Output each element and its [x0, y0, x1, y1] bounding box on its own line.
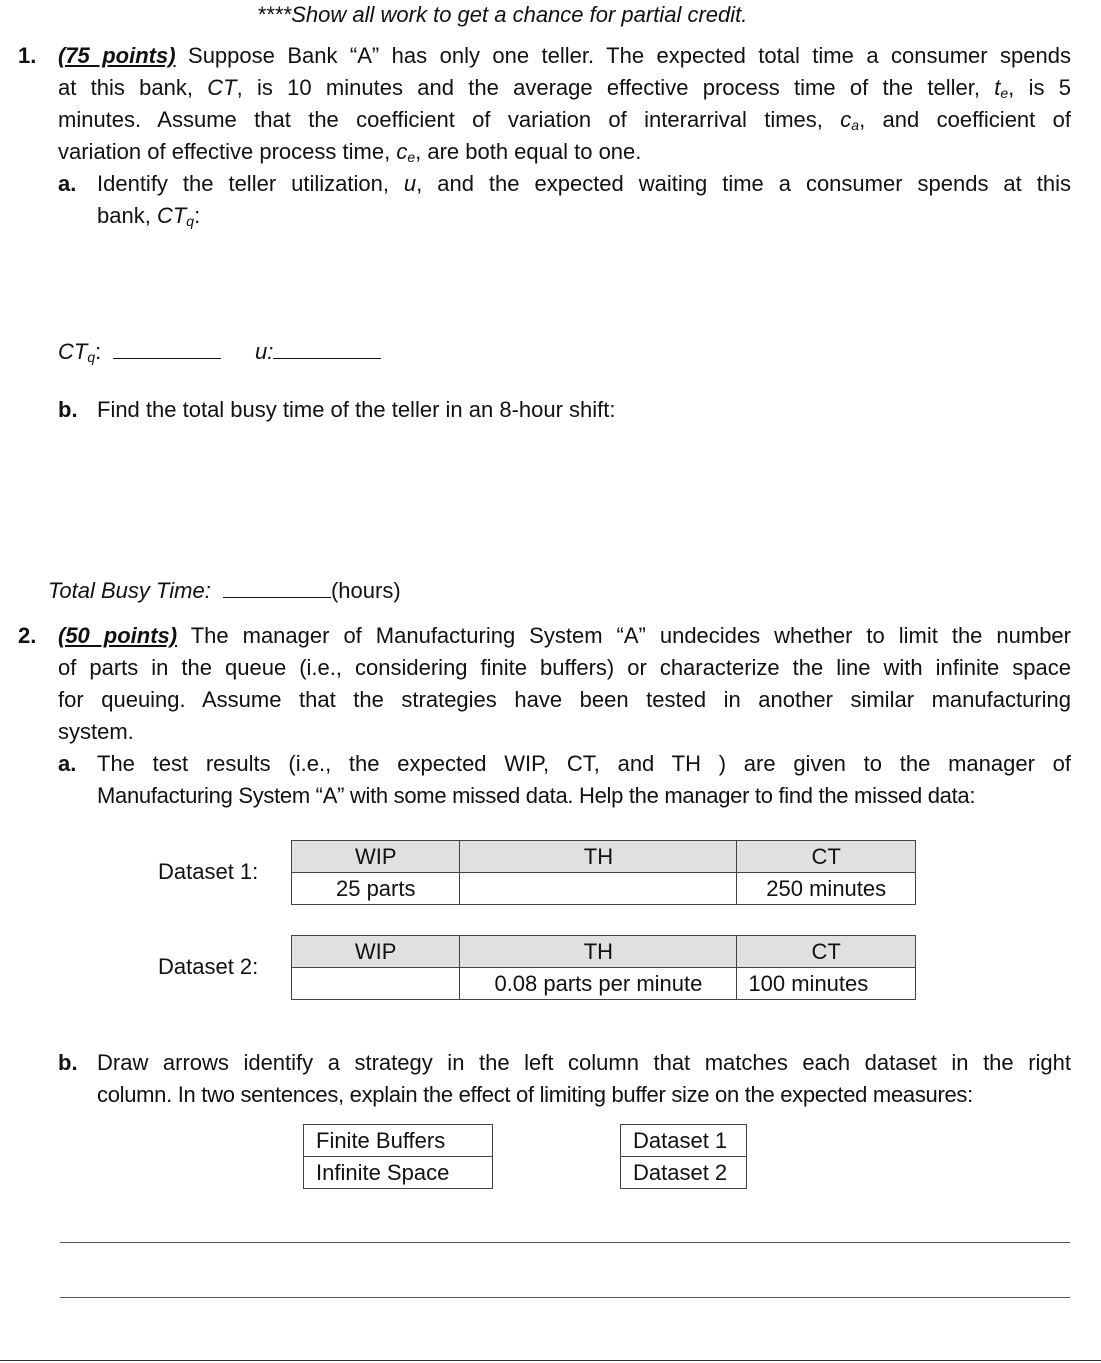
te-symbol: t: [994, 75, 1001, 100]
dataset-1-header-wip: WIP: [292, 841, 460, 873]
q1a-text-1b: , and the expected waiting time a consumer spends at this: [416, 171, 1071, 196]
q1-points: (75 points): [58, 43, 176, 68]
dataset-list: [620, 1124, 747, 1189]
dataset-name-2[interactable]: Dataset 2: [621, 1157, 747, 1189]
q1-text-4: variation of effective process time,: [58, 139, 397, 164]
q1-text-2: at this bank,: [58, 75, 208, 100]
ct-symbol: CT: [207, 75, 237, 100]
dataset-1-header-ct: CT: [737, 841, 916, 873]
q2-line-2: of parts in the queue (i.e., considering finite buffers) or characterize the line with infinite space: [58, 655, 1071, 680]
dataset-1-ct-cell[interactable]: 250 minutes: [737, 873, 916, 905]
question-2-number: 2.: [18, 623, 37, 648]
busy-time-unit: (hours): [330, 578, 401, 603]
ctq-answer-colon: :: [95, 339, 102, 364]
dataset-1-label: Dataset 1:: [158, 859, 259, 884]
q2b-line-2: column. In two sentences, explain the effect of limiting buffer size on the expected measures:: [97, 1082, 973, 1107]
strategy-list: [303, 1124, 493, 1189]
dataset-2-wip-cell[interactable]: [292, 968, 460, 1000]
u-symbol: u: [403, 171, 417, 196]
ca-subscript: a: [851, 117, 860, 133]
q2-part-b-letter: b.: [58, 1050, 78, 1075]
dataset-2-ct-cell[interactable]: 100 minutes: [737, 968, 916, 1000]
q2-points: (50 points): [58, 623, 178, 648]
dataset-1-table: [291, 840, 916, 905]
q1a-colon: :: [194, 203, 201, 228]
ctq-answer: [58, 336, 221, 373]
q1a-line-1: [97, 168, 1071, 200]
strategy-infinite-space[interactable]: Infinite Space: [304, 1157, 493, 1189]
q1a-line-2: [97, 200, 1071, 237]
q2b-line-1: Draw arrows identify a strategy in the left column that matches each dataset in the right: [97, 1050, 1071, 1075]
ctq-answer-label: CT: [58, 339, 88, 364]
q2-line-3: for queuing. Assume that the strategies have been tested in another similar manufacturing: [58, 687, 1071, 712]
dataset-name-1[interactable]: Dataset 1: [621, 1125, 747, 1157]
page-bottom-rule: [0, 1360, 1101, 1361]
ca-symbol: c: [840, 107, 852, 132]
ce-symbol: c: [396, 139, 408, 164]
q1a-text-1: Identify the teller utilization,: [97, 171, 404, 196]
q2-line-1: [58, 620, 1071, 652]
explanation-line-2[interactable]: [60, 1297, 1070, 1298]
busy-time-label: Total Busy Time:: [48, 578, 211, 603]
explanation-line-1[interactable]: [60, 1242, 1070, 1243]
te-subscript: e: [1000, 85, 1009, 101]
dataset-1-wip-cell[interactable]: 25 parts: [292, 873, 460, 905]
q1-part-a-letter: a.: [58, 171, 77, 196]
busy-time-blank[interactable]: [223, 577, 331, 598]
strategy-finite-buffers[interactable]: Finite Buffers: [304, 1125, 493, 1157]
instruction-note: ****Show all work to get a chance for partial credit.: [257, 2, 748, 27]
dataset-1-th-cell[interactable]: [460, 873, 737, 905]
u-answer: [255, 336, 381, 368]
q1-text-3: minutes. Assume that the coefficient of variation of interarrival times,: [58, 107, 841, 132]
q1-part-b-letter: b.: [58, 397, 78, 422]
u-answer-blank[interactable]: [273, 338, 381, 359]
dataset-2-header-wip: WIP: [292, 936, 460, 968]
q1-text-3b: , and coefficient of: [859, 107, 1071, 132]
ce-subscript: e: [407, 149, 416, 165]
q1a-text-2: bank,: [97, 203, 157, 228]
dataset-2-header-ct: CT: [737, 936, 916, 968]
dataset-2-th-cell[interactable]: 0.08 parts per minute: [460, 968, 737, 1000]
q1-text-2c: , is 5: [1008, 75, 1071, 100]
ctq-answer-blank[interactable]: [113, 338, 221, 359]
ctq-subscript: q: [186, 213, 195, 229]
question-1-number: 1.: [18, 43, 37, 68]
ctq-answer-subscript: q: [87, 349, 96, 365]
q2-part-a-letter: a.: [58, 751, 77, 776]
dataset-1-header-th: TH: [460, 841, 737, 873]
ctq-symbol: CT: [156, 203, 187, 228]
q2a-line-1: The test results (i.e., the expected WIP, CT, and TH ) are given to the manager of: [97, 751, 1071, 776]
q1-text-4b: , are both equal to one.: [415, 139, 642, 164]
dataset-2-table: [291, 935, 916, 1000]
q1-text-2b: , is 10 minutes and the average effective process time of the teller,: [236, 75, 995, 100]
q1-line-1: [58, 40, 1071, 72]
u-answer-label: u:: [255, 339, 274, 364]
dataset-2-label: Dataset 2:: [158, 954, 259, 979]
dataset-2-header-th: TH: [460, 936, 737, 968]
q2-text-1: The manager of Manufacturing System “A” undecides whether to limit the number: [190, 623, 1071, 648]
q1-text-1: Suppose Bank “A” has only one teller. The expected total time a consumer spends: [188, 43, 1071, 68]
q2-line-4: system.: [58, 719, 134, 744]
q1b-text: Find the total busy time of the teller in an 8-hour shift:: [97, 397, 616, 422]
busy-time-answer: [48, 575, 401, 607]
q2a-line-2: Manufacturing System “A” with some missed data. Help the manager to find the missed data:: [97, 783, 976, 808]
